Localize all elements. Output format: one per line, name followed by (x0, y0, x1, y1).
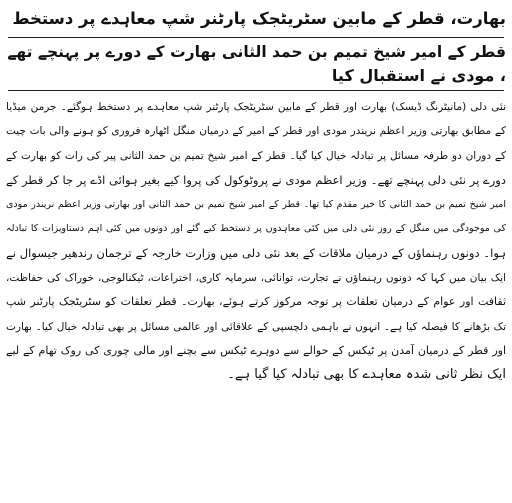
body-line: ایک بیان میں کہا کہ دونوں رہنماؤں نے تجارت، توانائی، سرمایہ کاری، اختراعات، ٹیکنالوجی، خوراک کی حفاظت، (6, 271, 506, 284)
body-line: ایک نظر ثانی شدہ معاہدے کا بھی تبادلہ کیا گیا ہے۔ (227, 367, 506, 383)
body-line: دورے پر نئی دلی پہنچے تھے۔ وزیر اعظم مودی نے پروٹوکول کی پروا کیے بغیر ہوائی اڈے پر جا کر قطر کے (6, 173, 506, 188)
article-body (6, 95, 506, 388)
body-line: ثقافت اور عوام کے درمیان تعلقات پر توجہ مرکوز کرتے ہوئے، بھارت۔ قطر تعلقات کو سٹریٹجک پارٹنر شپ (6, 295, 506, 309)
subheadline-line: قطر کے امیر شیخ تمیم بن حمد الثانی بھارت کے دورے پر پہنچے تھے (7, 43, 506, 61)
body-line: ہوا۔ دونوں رہنماؤں کے درمیان ملاقات کے بعد نئی دلی میں وزارت خارجہ کے ترجمان رندھیر جیسوال نے (6, 246, 506, 261)
body-line: اور قطر کے درمیان آمدن پر ٹیکس کے حوالے سے دوہرے ٹیکس سے بچنے اور مالی چوری کی روک تھام کے لیے (6, 344, 506, 358)
divider-bottom (8, 90, 504, 91)
subheadline-line: ، مودی نے استقبال کیا (331, 66, 506, 85)
body-line: کے مطابق بھارتی وزیر اعظم نریندر مودی اور قطر کے امیر کے درمیان منگل اٹھارہ فروری کو ہونے والی بات چیت (6, 125, 506, 138)
divider-top (8, 37, 504, 38)
body-line: کے دوران دو طرفہ مسائل پر تبادلہ خیال کیا گیا۔ قطر کے امیر شیخ تمیم بن حمد الثانی پیر کی رات کو بھارت کے (6, 149, 506, 162)
headline: بھارت، قطر کے مابین سٹریٹجک پارٹنر شپ معاہدے پر دستخط (12, 9, 506, 28)
body-line: امیر شیخ تمیم بن حمد الثانی کا خیر مقدم کیا تھا۔ قطر کے امیر شیخ تمیم بن حمد الثانی اور بھارتی وزیر اعظم نریندر مودی (6, 198, 506, 210)
body-line: نئی دلی (مانیٹرنگ ڈیسک) بھارت اور قطر کے مابین سٹریٹجک پارٹنر شپ معاہدے پر دستخط ہوگئے۔ جرمن میڈیا (6, 101, 506, 113)
subheadline (6, 40, 506, 88)
body-line: تک بڑھانے کا فیصلہ کیا ہے۔ انہوں نے باہمی دلچسپی کے علاقائی اور عالمی مسائل پر بھی تبادلہ خیال کیا۔ بھارت (6, 320, 506, 333)
body-line: کی موجودگی میں منگل کے روز نئی دلی میں کئی معاہدوں پر دستخط کیے گئے اور دونوں میں کئی اہم دستاویزات کا تبادلہ (6, 223, 506, 235)
